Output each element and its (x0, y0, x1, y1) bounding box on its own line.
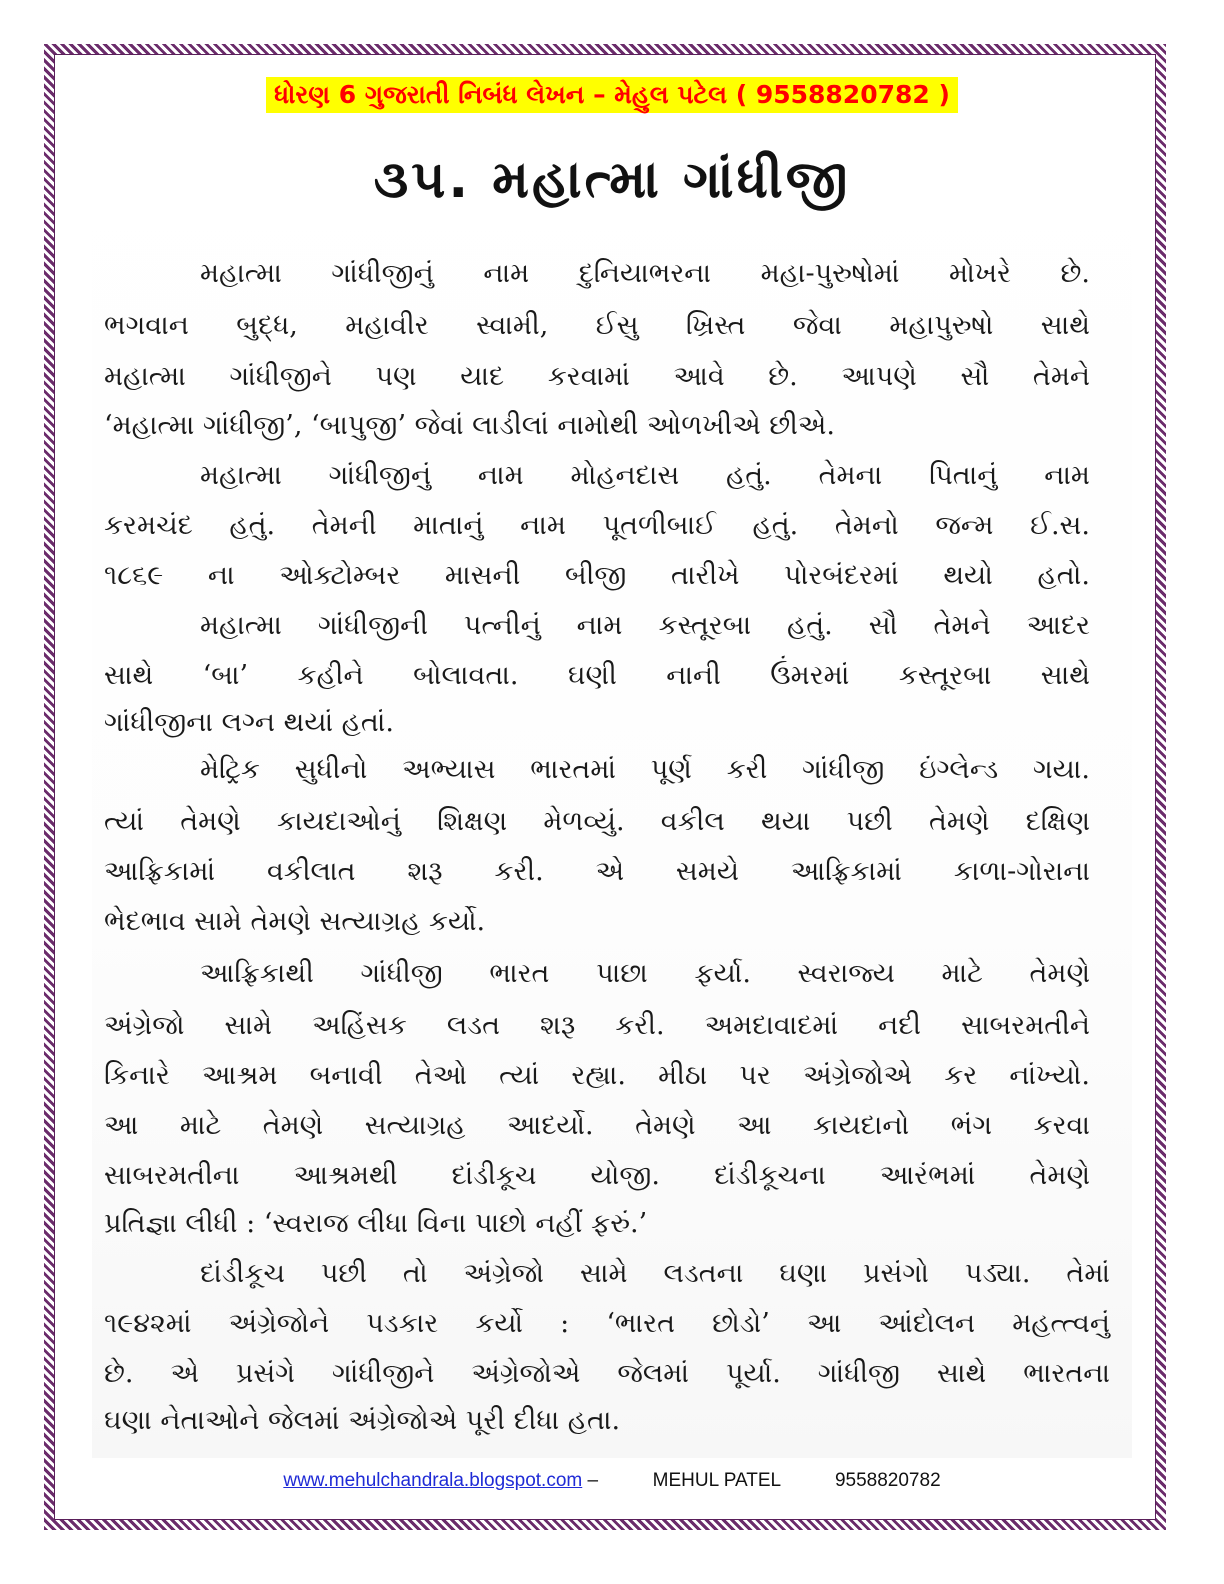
essay-line: કિનારે આશ્રમ બનાવી તેઓ ત્યાં રહ્યા. મીઠા પર અંગ્રેજોએ કર નાંખ્યો. (104, 1060, 1090, 1091)
essay-line: ભગવાન બુદ્ધ, મહાવીર સ્વામી, ઈસુ ખ્રિસ્ત જેવા મહાપુરુષો સાથે (104, 310, 1090, 341)
essay-line: ‘મહાત્મા ગાંધીજી’, ‘બાપુજી’ જેવાં લાડીલાં નામોથી ઓળખીએ છીએ. (104, 410, 835, 441)
essay-line: સાબરમતીના આશ્રમથી દાંડીકૂચ યોજી. દાંડીકૂચના આરંભમાં તેમણે (104, 1160, 1090, 1191)
essay-line: આ માટે તેમણે સત્યાગ્રહ આદર્યો. તેમણે આ કાયદાનો ભંગ કરવા (104, 1110, 1090, 1141)
essay-line: મહાત્મા ગાંધીજીનું નામ દુનિયાભરના મહા-પુરુષોમાં મોખરે છે. (200, 258, 1090, 289)
essay-line: મહાત્મા ગાંધીજીનું નામ મોહનદાસ હતું. તેમના પિતાનું નામ (200, 460, 1090, 491)
essay-line: છે. એ પ્રસંગે ગાંધીજીને અંગ્રેજોએ જેલમાં પૂર્યા. ગાંધીજી સાથે ભારતના (104, 1358, 1110, 1389)
essay-line: આફ્રિકામાં વકીલાત શરૂ કરી. એ સમયે આફ્રિકામાં કાળા-ગોરાના (104, 856, 1090, 887)
essay-line: ગાંધીજીના લગ્ન થયાં હતાં. (104, 707, 394, 738)
header-banner (0, 77, 1224, 113)
essay-line: સાથે ‘બા’ કહીને બોલાવતા. ઘણી નાની ઉંમરમાં કસ્તૂરબા સાથે (104, 660, 1090, 691)
essay-line: આફ્રિકાથી ગાંધીજી ભારત પાછા ફર્યા. સ્વરાજ્ય માટે તેમણે (200, 958, 1090, 989)
essay-line: દાંડીકૂચ પછી તો અંગ્રેજો સામે લડતના ઘણા પ્રસંગો પડ્યા. તેમાં (200, 1258, 1110, 1289)
essay-line: પ્રતિજ્ઞા લીધી : ‘સ્વરાજ લીધા વિના પાછો નહીં ફરું.’ (104, 1208, 648, 1239)
essay-title: ૩૫. મહાત્મા ગાંધીજી (373, 150, 851, 210)
footer-phone: 9558820782 (834, 1470, 941, 1491)
footer (0, 1470, 1224, 1492)
essay-line: કરમચંદ હતું. તેમની માતાનું નામ પૂતળીબાઈ હતું. તેમનો જન્મ ઈ.સ. (104, 510, 1090, 541)
essay-line: મહાત્મા ગાંધીજીની પત્નીનું નામ કસ્તૂરબા હતું. સૌ તેમને આદર (200, 610, 1090, 641)
essay-line: ત્યાં તેમણે કાયદાઓનું શિક્ષણ મેળવ્યું. વકીલ થયા પછી તેમણે દક્ષિણ (104, 806, 1090, 837)
essay-line: ૧૮૬૯ ના ઓક્ટોમ્બર માસની બીજી તારીખે પોરબંદરમાં થયો હતો. (104, 560, 1090, 591)
essay-line: ૧૯૪૨માં અંગ્રેજોને પડકાર કર્યો : ‘ભારત છોડો’ આ આંદોલન મહત્ત્વનું (104, 1308, 1110, 1339)
blog-link[interactable]: www.mehulchandrala.blogspot.com (283, 1470, 583, 1491)
header-banner-text: ધોરણ 6 ગુજરાતી નિબંધ લેખન – મેહુલ પટેલ ( 9558820782 ) (266, 77, 958, 113)
essay-line: મેટ્રિક સુધીનો અભ્યાસ ભારતમાં પૂર્ણ કરી ગાંધીજી ઇંગ્લેન્ડ ગયા. (200, 754, 1090, 785)
essay-line: મહાત્મા ગાંધીજીને પણ યાદ કરવામાં આવે છે. આપણે સૌ તેમને (104, 361, 1090, 392)
essay-line: ભેદભાવ સામે તેમણે સત્યાગ્રહ કર્યો. (104, 906, 486, 937)
essay-line: અંગ્રેજો સામે અહિંસક લડત શરૂ કરી. અમદાવાદમાં નદી સાબરમતીને (104, 1010, 1090, 1041)
footer-author: MEHUL PATEL (652, 1470, 781, 1491)
footer-separator: – (587, 1470, 599, 1491)
essay-line: ઘણા નેતાઓને જેલમાં અંગ્રેજોએ પૂરી દીધા હતા. (104, 1405, 621, 1436)
